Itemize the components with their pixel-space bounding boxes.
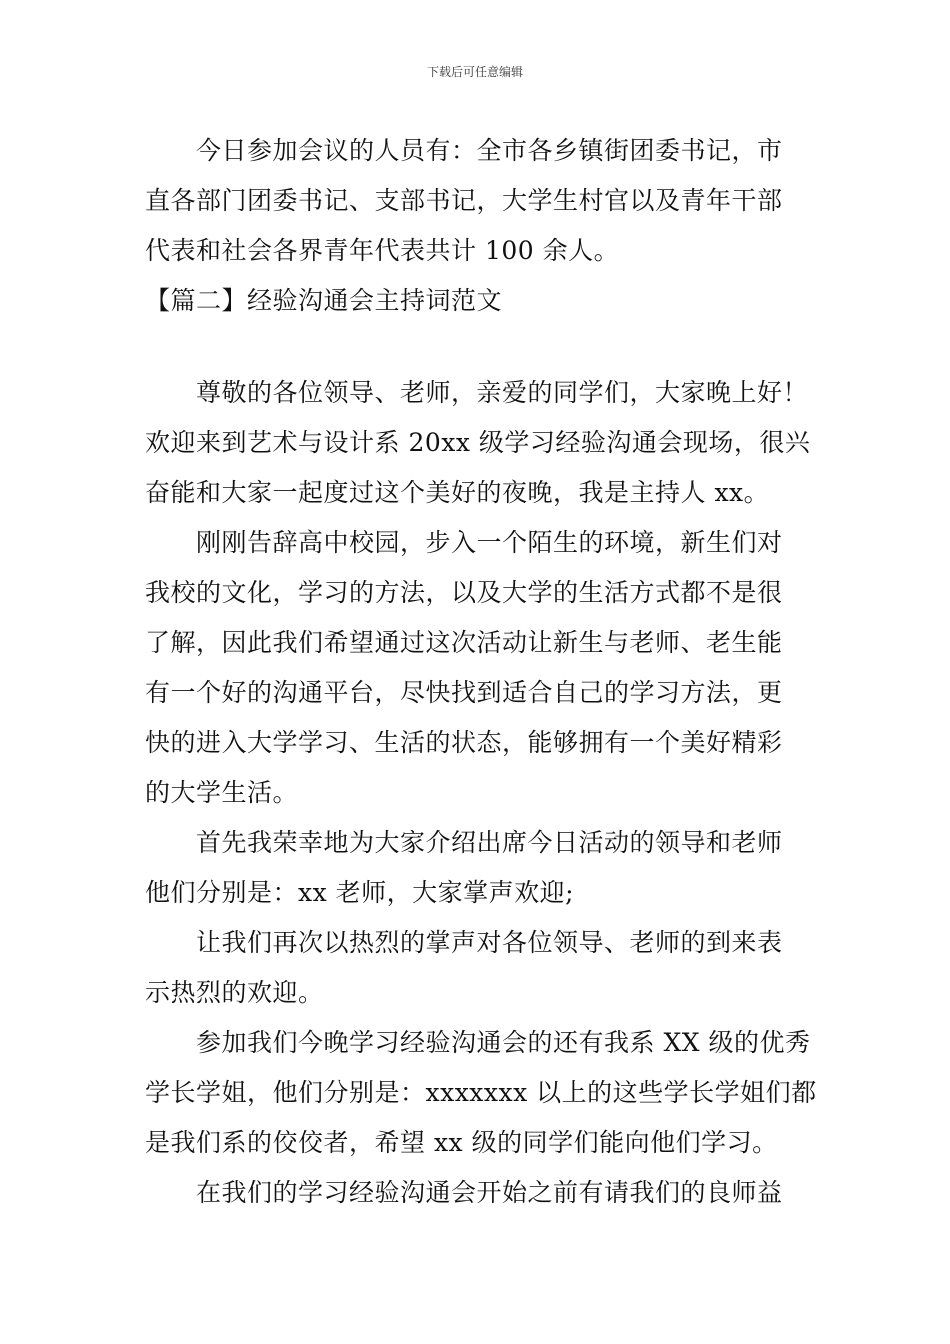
text-line: 有一个好的沟通平台，尽快找到适合自己的学习方法，更 (145, 678, 783, 707)
text-line: 刚刚告辞高中校园，步入一个陌生的环境，新生们对 (145, 528, 783, 557)
text-line: 是我们系的佼佼者，希望 xx 级的同学们能向他们学习。 (145, 1128, 778, 1157)
document-body (145, 126, 817, 1218)
text-line: 代表和社会各界青年代表共计 100 余人。 (145, 236, 620, 265)
text-line: 我校的文化，学习的方法，以及大学的生活方式都不是很 (145, 578, 783, 607)
text-line: 的大学生活。 (145, 778, 299, 807)
text-line: 在我们的学习经验沟通会开始之前有请我们的良师益 (145, 1178, 783, 1207)
text-line: 首先我荣幸地为大家介绍出席今日活动的领导和老师 (145, 828, 783, 857)
text-line: 欢迎来到艺术与设计系 20xx 级学习经验沟通会现场，很兴 (145, 428, 811, 457)
text-line: 示热烈的欢迎。 (145, 978, 324, 1007)
text-line: 让我们再次以热烈的掌声对各位领导、老师的到来表 (145, 928, 783, 957)
text-line: 今日参加会议的人员有：全市各乡镇街团委书记，市 (145, 136, 783, 165)
blank-line (145, 326, 805, 368)
page-header (0, 64, 950, 80)
text-line: 参加我们今晚学习经验沟通会的还有我系 XX 级的优秀 (145, 1028, 811, 1057)
text-line: 他们分别是：xx 老师，大家掌声欢迎; (145, 878, 575, 907)
text-line: 直各部门团委书记、支部书记，大学生村官以及青年干部 (145, 186, 783, 215)
text-line: 了解，因此我们希望通过这次活动让新生与老师、老生能 (145, 628, 783, 657)
header-note: 下载后可任意编辑 (426, 65, 523, 79)
text-line: 快的进入大学学习、生活的状态，能够拥有一个美好精彩 (145, 728, 783, 757)
text-line: 奋能和大家一起度过这个美好的夜晚，我是主持人 xx。 (145, 478, 770, 507)
text-line: 尊敬的各位领导、老师，亲爱的同学们，大家晚上好！ (145, 378, 809, 407)
text-line: 学长学姐，他们分别是：xxxxxxx 以上的这些学长学姐们都 (145, 1078, 817, 1107)
section-heading: 【篇二】经验沟通会主持词范文 (145, 286, 503, 315)
